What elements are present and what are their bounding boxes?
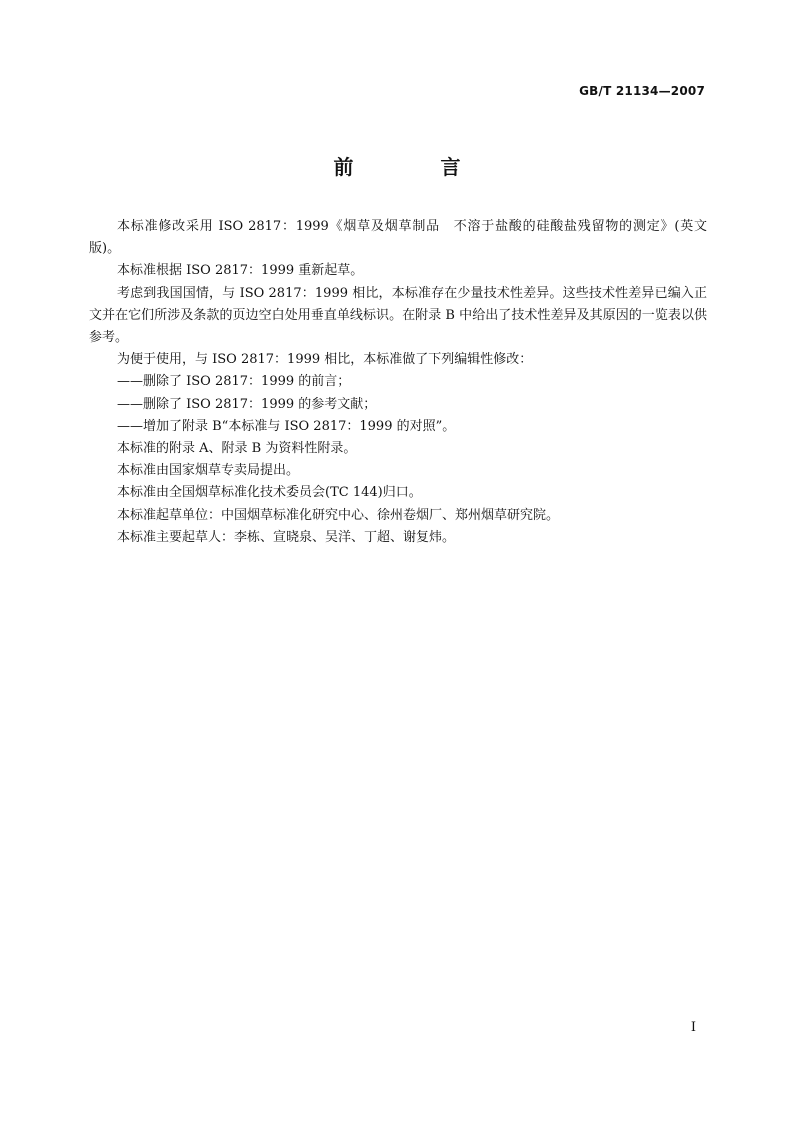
paragraph-annexes: 本标准的附录 A、附录 B 为资料性附录。	[117, 441, 357, 457]
page-number: I	[690, 1020, 696, 1035]
paragraph-drafting-units: 本标准起草单位：中国烟草标准化研究中心、徐州卷烟厂、郑州烟草研究院。	[117, 507, 560, 523]
list-item-removed-foreword: ——删除了 ISO 2817：1999 的前言；	[117, 374, 351, 390]
paragraph-drafting-basis: 本标准根据 ISO 2817：1999 重新起草。	[117, 263, 364, 279]
list-item-added-annex-b: ——增加了附录 B“本标准与 ISO 2817：1999 的对照”。	[117, 418, 456, 434]
foreword-body	[89, 216, 707, 549]
paragraph-proposer: 本标准由国家烟草专卖局提出。	[117, 463, 300, 479]
page-title: 前 言	[333, 155, 501, 179]
standard-code: GB/T 21134—2007	[579, 84, 705, 98]
list-item-removed-references: ——删除了 ISO 2817：1999 的参考文献；	[117, 396, 377, 412]
paragraph-drafters: 本标准主要起草人：李栋、宣晓泉、吴洋、丁超、谢复炜。	[117, 529, 456, 545]
paragraph-technical-differences: 考虑到我国国情，与 ISO 2817：1999 相比，本标准存在少量技术性差异。这些技术性差异已编入正文并在它们所涉及条款的页边空白处用垂直单线标识。在附录 B 中给出了技术性差异及其原因的一览表以供参考。	[89, 285, 707, 346]
paragraph-committee: 本标准由全国烟草标准化技术委员会(TC 144)归口。	[117, 485, 422, 501]
paragraph-adoption: 本标准修改采用 ISO 2817：1999《烟草及烟草制品 不溶于盐酸的硅酸盐残留物的测定》(英文版)。	[89, 219, 707, 257]
paragraph-editorial-changes-intro: 为便于使用，与 ISO 2817：1999 相比，本标准做了下列编辑性修改：	[117, 352, 533, 368]
